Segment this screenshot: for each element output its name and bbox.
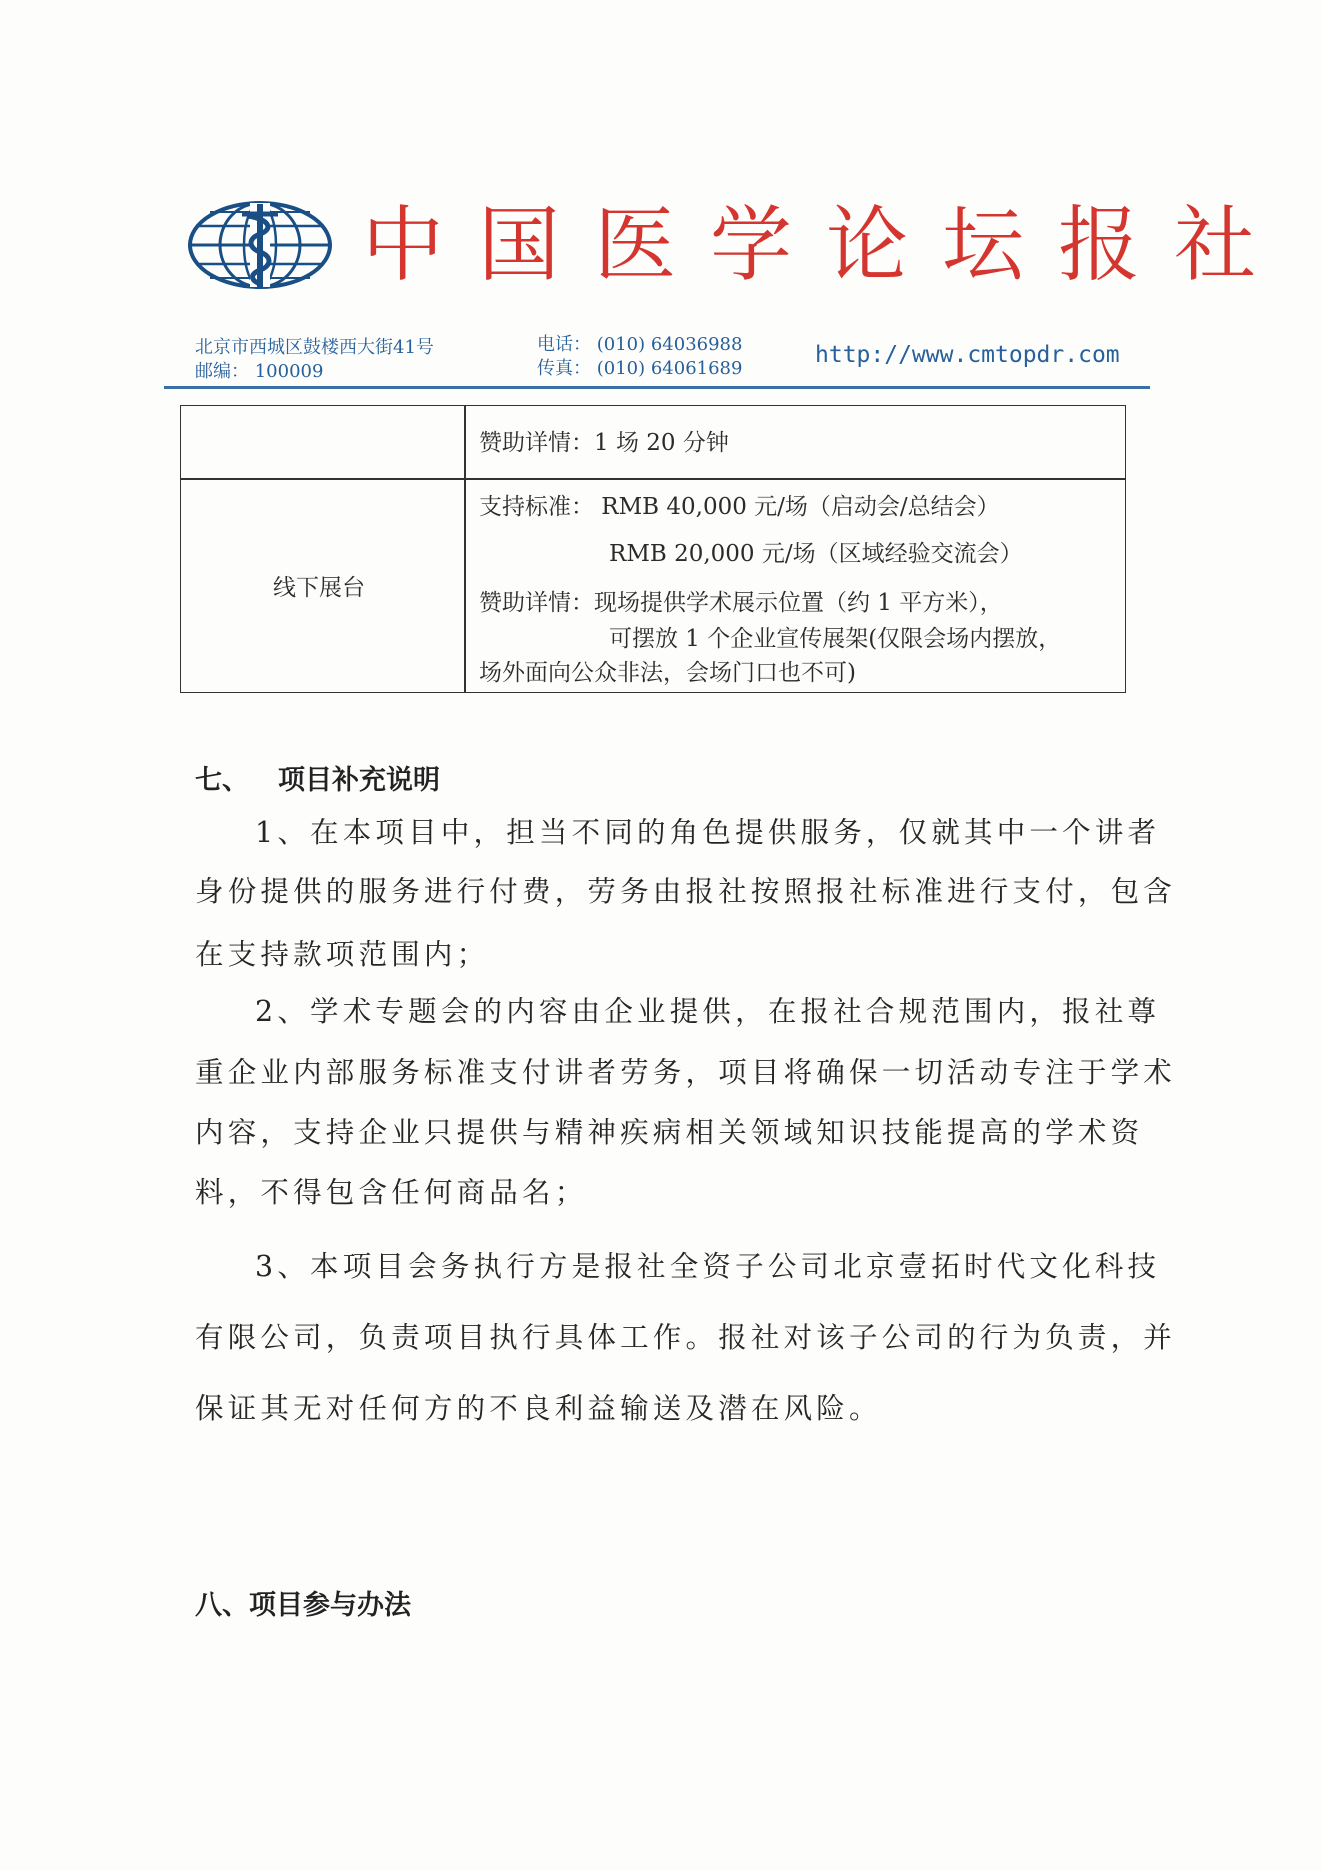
paragraph-line: 料，不得包含任何商品名； (195, 1176, 588, 1209)
section7-number: 七、 (195, 765, 249, 796)
paragraph-line: 在支持款项范围内； (195, 938, 490, 971)
postcode: 邮编： 100009 (195, 361, 324, 382)
row2-label: 线下展台 (273, 575, 365, 601)
paragraph-line: 身份提供的服务进行付费，劳务由报社按照报社标准进行支付，包含 (195, 875, 1177, 908)
section7-title: 项目补充说明 (278, 765, 440, 796)
paragraph-line: 3、本项目会务执行方是报社全资子公司北京壹拓时代文化科技 (255, 1250, 1161, 1283)
row2-standard-line1: 支持标准： RMB 40,000 元/场（启动会/总结会） (479, 494, 1000, 520)
paragraph-line: 有限公司，负责项目执行具体工作。报社对该子公司的行为负责，并 (195, 1321, 1177, 1354)
section7-heading (195, 763, 440, 799)
row2-standard-line2: RMB 20,000 元/场（区域经验交流会） (609, 541, 1023, 567)
paragraph-line: 2、学术专题会的内容由企业提供，在报社合规范围内，报社尊 (255, 995, 1161, 1028)
section8-heading: 八、项目参与办法 (195, 1590, 411, 1621)
table-column-divider (464, 406, 466, 692)
row2-details-line3: 场外面向公众非法，会场门口也不可) (479, 660, 856, 686)
sponsorship-table (180, 405, 1126, 693)
org-name: 中国医学论坛报社 (362, 198, 1291, 293)
paragraph-line: 内容，支持企业只提供与精神疾病相关领域知识技能提高的学术资 (195, 1116, 1144, 1149)
fax: 传真： (010) 64061689 (537, 358, 743, 379)
row2-details-line1: 赞助详情：现场提供学术展示位置（约 1 平方米）， (479, 590, 1003, 616)
row2-details-line2: 可摆放 1 个企业宣传展架(仅限会场内摆放， (609, 626, 1062, 652)
table-row-divider (181, 478, 1125, 480)
paragraph-line: 1、在本项目中，担当不同的角色提供服务，仅就其中一个讲者 (255, 816, 1161, 849)
row1-sponsor-details: 赞助详情：1 场 20 分钟 (479, 430, 729, 456)
phone: 电话： (010) 64036988 (537, 334, 743, 355)
address: 北京市西城区鼓楼西大街41号 (195, 337, 434, 358)
website-link[interactable]: http://www.cmtopdr.com (815, 342, 1120, 368)
paragraph-line: 保证其无对任何方的不良利益输送及潜在风险。 (195, 1392, 882, 1425)
header-divider (164, 386, 1150, 389)
paragraph-line: 重企业内部服务标准支付讲者劳务，项目将确保一切活动专注于学术 (195, 1056, 1177, 1089)
globe-caduceus-logo-icon (188, 200, 333, 290)
